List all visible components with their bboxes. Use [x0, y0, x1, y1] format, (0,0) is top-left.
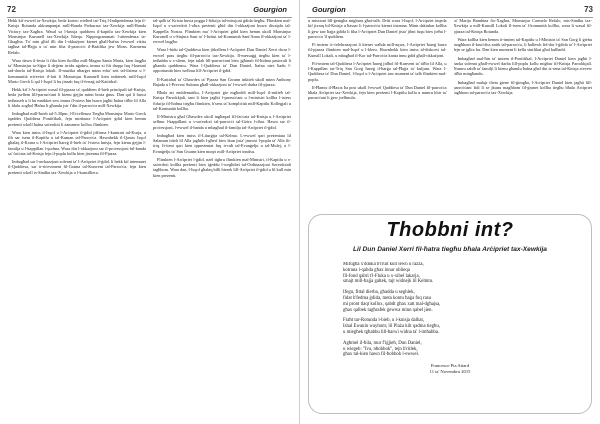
- poem-line: fil-fond qabri t'l-Fluka u x-xibel lakarja,: [343, 273, 420, 279]
- poem-line: Fraħt tar-Rotunda l-bieb, u l-knisja dalhat,: [343, 318, 425, 324]
- paragraph: Imbagħad kien imiss il-Liturġija tal-Kelma. L-ewwel qari preżentata lil Salamun ittieb lil Alla jagħtih l-għerf biex ikun jista' jmexxi l-poplu ta' Alla fit-triq. It-tieni qari kien ippreżentat fuq ir-ruħ tal-Evanġelju u tal-Mulej, u l-Evanġelju ta' San Ġwann kien moqri mill-Arċipriet innifsu.: [153, 132, 291, 154]
- paragraph: Flimkien l-Arċipriet l-ġdid, nżel tiġbru flimkien mal-Ministri, il-Kapitlu u s-saċerdoti kollha preżenti biex iġeddu l-wegħdiet tal-Ordinazzjoni Saċerdotali tagħhom. Wara dan, l-Isqof għalaq billi bierek lill-Arċipriet il-ġdid u lil kull min kien preżenti.: [153, 156, 291, 178]
- poem-subtitle: Lil Dun Daniel Xerri fil-ħatra tiegħu bħala Arċipriet tax-Xewkija: [353, 246, 547, 253]
- poem-line: Ishal Ewanin wayhom; lil Plaża kilt qadma tiegħu,: [343, 324, 440, 330]
- poem-line: għax qalbek tagħrafek ġewwa minn qabel jien.: [343, 307, 433, 313]
- poem-line: fidat b'fedma ġdida, meta kontu ħaġa fuq rasu: [343, 295, 431, 301]
- poem-title: Thobbni int?: [386, 219, 514, 241]
- paragraph: tal-qalb ta' Kristu huwa pogga l-fiduċja tal-missjoni ġdida tiegħu. Flimkien mal-Isqof u s-saċerdoti l-oħra preżenti għid din l-okkażjoni huwa dixxiplu tal-Kappella Nostra. Flimkien ma' l-Arċipriet ġdid kien hemm ukoll Monsinjur Kurunell u s-Sinjura Sant ta' l-Istitut tal-Komunità Sant'Anna fl-okkażjoni ta' l-ewwel laqgħa.: [153, 18, 291, 44]
- poem-line: Mifugħa x'ddoka b'fruit kull lewn u razza,: [343, 262, 424, 267]
- poem-body: [343, 262, 557, 409]
- poem-box: [308, 214, 592, 414]
- left-page-header: [0, 5, 299, 19]
- right-running-head: Gourgion: [312, 5, 346, 14]
- poem-line: u miegħek tgħabbu lill-ħarwi widna ta' l-imħabba.: [343, 329, 440, 335]
- paragraph: Imbagħad mill-ħsieb tal-5.30pm, l-Eċċellenza Tiegħu Monsinjur Mario Grech iqaddes Quddiesa Pontifikali, fejn minbarra l-Arċipriet ġdid kien hemm preżenti wkoll ħafna saċerdoti li żammew kollox flimkien.: [8, 111, 146, 127]
- left-text-columns: [8, 18, 291, 416]
- poem-stanza: [343, 262, 557, 285]
- left-column-2: [153, 18, 291, 416]
- poem-line: u wiegeb: "Iva, nħobbok", tejn b'ritlek,: [343, 346, 418, 352]
- right-page-header: [300, 5, 600, 19]
- poem-stanza: [343, 341, 557, 358]
- right-column-1: [308, 18, 447, 208]
- paragraph: Hekk kif ewwel ta-Xewkija, beda korteo wieħed tat-Triq l-Indipendenza lejn il-Knisja Rotunda akkumpanjat mill-Banda Prekursur tax-Xewkija mill-Banda Victory tax-Xagħra. Wasal sa l-knisja quddiem il-kapitlu tax-Xewkija kien Monsinjur Kurunell tax-Xewkija ħlieqa. Nipprogrammati l-attendenza ta-Ghagħta. Ta' min għid illi din l-okkażjoni kienet għall-ħafna l-ewwel viżita tagħna tal-Ħajja u ta' min fiha il-parroċċi il-Bażilika jew Mons. Karmenu Refalo.: [8, 18, 146, 55]
- paragraph: Il-Ministru għal Għawdex ukoll ingħaqad fil-faċċata tal-Knisja u l-Arċipriet sellmu l-kappillani u s-saċerdoti tal-parroċċi tal-Gżira l-oħra. Hawn sar il-proċessjoni, l-ewwel il-banda u mbagħad il-familja tal-Arċipriet il-ġdid.: [153, 114, 291, 130]
- paragraph: Wara kollha kien hemm it-tmiem tal-Kapitlu u l-Ministri ta' San Ġorġ li ġiebu magħhom il-kruċifiss antik tal-parroċċa, li ħallewh fid-dar l-ġdida ta' l-Arċipriet fejn se jgħix hu. Dan kien mument li kellu sinifikat għal kulħadd.: [453, 36, 592, 53]
- poem-line: għax tal-kien hawn fil-ħobbok l-ewwel.: [343, 352, 420, 358]
- paragraph: ta' Marija Bambina fix-Xagħra, Monsinjur Carmelo Refalo, mis-Sindku tax-Xewkija u mill-Kunsill Lokali fl-isem ta' l-komunità kollha, wara li wasal fil-pjazza tal-Knisja Rotunda.: [453, 18, 592, 34]
- paragraph: Il-Ħamis il-Ħaxix ħa post ukoll l-ewwel Quddiesa ta' Dun Daniel fil-parroċċa bħala Arċipriet tax-Xewkija, fejn kien preżenti l-Kapitlu kollu u numru kbir ta' parruċċani li ġew jsellmulu.: [308, 84, 447, 101]
- paragraph: Wara kien imiss il-Isqof u l-Arċipriet il-ġdid jiffirma l-kuntratt tal-Kurja, u fih sar isem il-Kapitlu u tal-Kuman tal-Parroċċa. Hawnhekk il-Qassis Isqof għalaq il-Kxina u l-Arċipriet ħareġ il-bieb ta' l-istess knisja, fejn kienu ġejjin l-familja u l-kappillan l-qodma. Wara din l-okkażjoni sar il-proċessjoni bil-banda sa' faċċata tal-Knisja fejn il-poplu kollu kien jistenna fil-Pjazza.: [8, 129, 146, 156]
- poem-line: Agħmel il-ħila, mur f'iġjieħ, Dun Daniel,: [343, 340, 422, 346]
- left-page-number: 72: [7, 5, 16, 14]
- paragraph: Il-Kattidral ta' Għawdex ta' Pjazza San Ġwann inkiteb ukoll minn Anthony Bajada u l-Prevost Sultana għall-okkażjoni ta' l-ewwel darba fil-pjazza.: [153, 76, 291, 87]
- poem-line: Ifegu, fittal dierba, għadda u seghlek,: [343, 290, 415, 296]
- poem-stanza: [343, 318, 557, 335]
- poem-author: Francesco Pia Attard: [430, 363, 470, 369]
- paragraph: Hekk kif l-Arċipriet wasal fil-pjazza ta' quddiem il-bieb prinċipali tal-Knisja, beda jsellem lill-parruċċani li kienu ġejjin minn bosta ġnus. Dan qal li huwa imħasseb u li hu mnikket sew imma fl-istess ħin huwa jagħti ħafna tifħir lil Alla li fdalu xogħol Ħafna li għandu jsir f'din il-parroċċa mill-Xewkija.: [8, 87, 146, 108]
- poem-line: kotrana l-qabda għax innar oblieqa: [343, 267, 410, 273]
- left-column-1: [8, 18, 146, 416]
- right-page: [300, 0, 600, 424]
- paragraph: Fi tmiem iċ-ċelebrazzjoni li kienet waħda mill-aqwa, l-Arċipriet ħareġ barra fil-pjazza flimkien mal-Isqof u l-kleru. Hawnhekk kien imiss id-diskorsi tal-Kunsill Lokali, u mbagħad il-Kor tal-Parroċċa kanta innu ġdid għall-okkażjoni.: [308, 42, 447, 58]
- paragraph: Bħala att emblematiku, l-Arċipriet ġie mgħoddi mill-Isqof il-mifteħ tal-Knisja Parrokkjali, tant li kien jagħti l-parruċċani u l-ministri kollha l-istess fiduċja fil-ħidma tiegħu flimkien, b'sens ta' kompliċità mill-Kapitlu Kollegjali u tal-Komunità kollha.: [153, 90, 291, 111]
- poem-line: smajt mill-ħajja galtek, tajt widnejk lil Kelmtu.: [343, 279, 434, 285]
- paragraph: Wara dawn il-festa li fiha kien ikollha mill-Magna Santa Maria, kien laqgħa ta' Monsinjur ta-Siġar li dejjem irridu nġabru, imma xi ftit daqqa fuq l-kuntatt tad-dawla tal-Knisja lokali. Il-mużika nħarġet minn erba' sett tal-ilsiena u l-kommunità rriċeviet il-fatt li Monsinjur Kurunell kien imbierek mill-Isqof Mario Grech li qal l-Isqof li hu jinsab fuq il-ferraġ tal-Kattidral.: [8, 57, 146, 84]
- paragraph: Fit-tmiem tal-Quddiesa l-Arċipriet ħareġ jidħol fil-Kunvent ta' tifħir lil Alla, u l-Kappillan tat-Triq San Ġorġ ħareġ il-ħarġa tal-Ħajja ta' kuljum. Wara l-Quddiesa ta' Dun Daniel, l-Isqof u l-Arċipriet taw mument ta' talb flimkien mal-poplu.: [308, 60, 447, 82]
- poem-stanza: [343, 290, 557, 313]
- left-running-head: Gourgion: [253, 5, 287, 14]
- right-column-2: [454, 18, 593, 208]
- poem-line: mi pront tlaqt kollox, qabdt għax xatt mal-dgħajsa,: [343, 301, 441, 307]
- poem-date: 11 ta' Novembru 2015: [429, 368, 471, 374]
- paragraph: u missioni lill-ġemgħa migbura għat-talb. Dritt wara l-Isqof, l-Arċipriet inqeda kif jixraq bil-Knisja u ħassar li l-parroċċa kienet tistenna. Minn dakinhar kollha li ġew taw ħajja ġdida li fiha l-Arċipriet Dun Daniel jista' jibni fuqu biex jieħu l-parroċċa 'il quddiem.: [308, 18, 447, 39]
- right-page-number: 73: [584, 5, 593, 14]
- right-text-columns: [308, 18, 592, 208]
- paragraph: Imbagħad sar l-awkazzjoni solenni ta' l-Arċipriet il-ġdid, li hekk kif intemmet il-Quddiesa, sar ir-riċeviment fil-Ġonna tal-Kunvent tal-Parroċċa, fejn kien preżenti wkoll is-Sindku tax-Xewkija u l-kunsilliera.: [8, 159, 146, 175]
- paragraph: Imbagħad mal-ħin ta' tmiem il-Pontifikal, l-Arċipriet Daniel kien jagħti l-barka solenni għall-ewwel darba lill-poplu kollu miġbur fil-Knisja Parrokkjali. Numru sabiħ ta' familji li kienu għamlu ħafna għal din is-sena tal-Knisja rċevew tifħir mingħandu.: [453, 55, 592, 77]
- paragraph: Imbagħad malajr tlieta ġiene fil-ġimgħa, l-Arċipriet Daniel kien jagħti lill-parroċċani fidi li se jkunu magħhom fil-ġranet kollha tiegħu bħala Arċipriet tagħhom tal-parroċċa tax-Xewkija.: [453, 79, 592, 95]
- paragraph: Wara l-bidu tal-Quddiesa kien jitkellem l-Arċipriet Dun Daniel Xerri dwar l-ewwel pass tiegħu fil-parroċċa tax-Xewkija. Il-messaġġ tiegħu kien ta' l-imħabba u s-sliem, fejn talab lill-parruċċani biex jgħinuh fil-ħidma pastorali li għandu quddiemu. Wara l-Quddiesa ta' Dun Daniel, ħafna nies ħadu l-opportunità biex isellmu lill-Arċipriet il-ġdid.: [153, 47, 291, 74]
